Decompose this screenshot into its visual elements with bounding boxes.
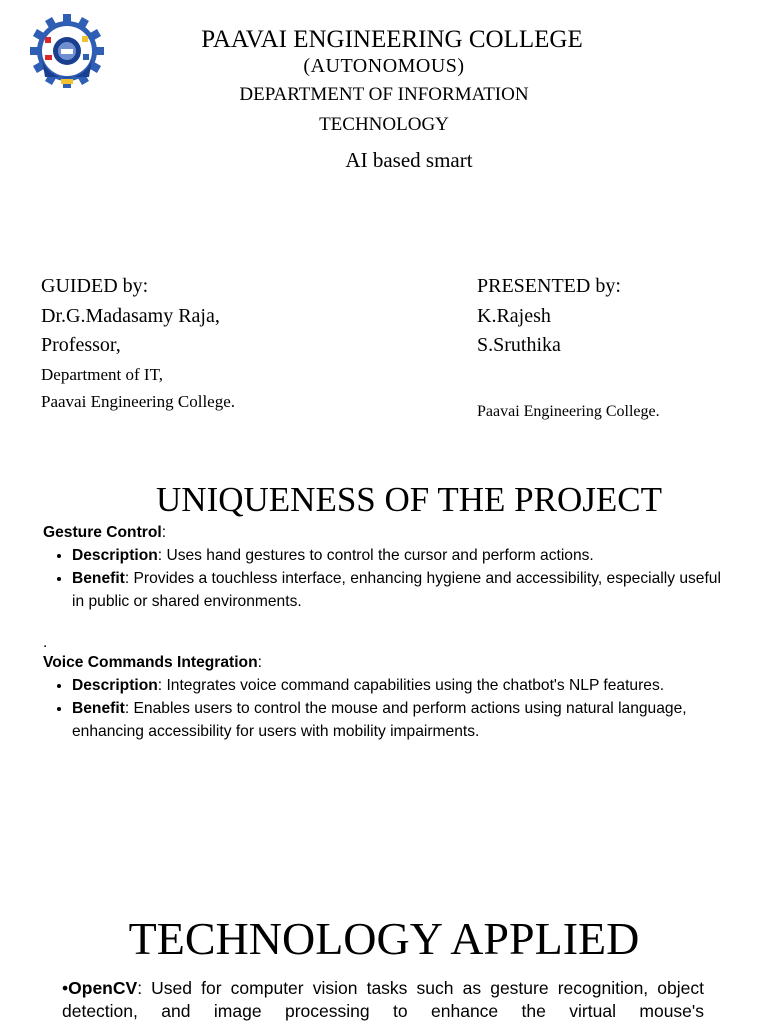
uniqueness-content xyxy=(43,521,733,743)
technology-title: TECHNOLOGY APPLIED xyxy=(128,913,640,964)
section-heading: Voice Commands Integration: xyxy=(43,654,262,671)
guide-college: Paavai Engineering College. xyxy=(41,391,236,411)
list-item: • Description: Integrates voice command capabilities using the chatbot's NLP features. xyxy=(72,674,733,697)
guided-by-block xyxy=(41,272,235,415)
guide-name: Dr.G.Madasamy Raja, xyxy=(41,304,220,327)
presenter-college: Paavai Engineering College. xyxy=(477,402,660,420)
list-item: • Benefit: Provides a touchless interface, enhancing hygiene and accessibility, especially useful in public or shared environments. xyxy=(72,567,733,613)
department-line-1: DEPARTMENT OF INFORMATION xyxy=(239,84,529,105)
list-item: • Benefit: Enables users to control the mouse and perform actions using natural language, enhancing accessibility for users with mobility impairments. xyxy=(72,697,733,743)
section-heading: Gesture Control: xyxy=(43,524,167,541)
presented-by-block xyxy=(477,272,660,426)
presenter-name: S.Sruthika xyxy=(477,334,561,356)
bullet-list xyxy=(43,544,733,613)
gap-spacer xyxy=(43,613,733,635)
uniqueness-title: UNIQUENESS OF THE PROJECT xyxy=(156,480,662,519)
technology-paragraph: •OpenCV: Used for computer vision tasks such as gesture recognition, object detection, and image processing to enhance the virtual mouse's xyxy=(62,978,704,1021)
guided-label: GUIDED by: xyxy=(41,275,149,297)
presented-label: PRESENTED by: xyxy=(477,275,621,297)
guide-department: Department of IT, xyxy=(41,364,163,384)
department-line-2: TECHNOLOGY xyxy=(319,114,449,135)
project-title: AI based smart xyxy=(345,148,473,172)
presenter-name: K.Rajesh xyxy=(477,304,551,327)
bullet-list xyxy=(43,674,733,743)
list-item: • Description: Uses hand gestures to control the cursor and perform actions. xyxy=(72,544,733,567)
guide-designation: Professor, xyxy=(41,334,121,356)
college-name: PAAVAI ENGINEERING COLLEGE xyxy=(201,26,583,53)
autonomous-label: (AUTONOMOUS) xyxy=(303,55,465,77)
separator-dot: . xyxy=(43,634,48,651)
